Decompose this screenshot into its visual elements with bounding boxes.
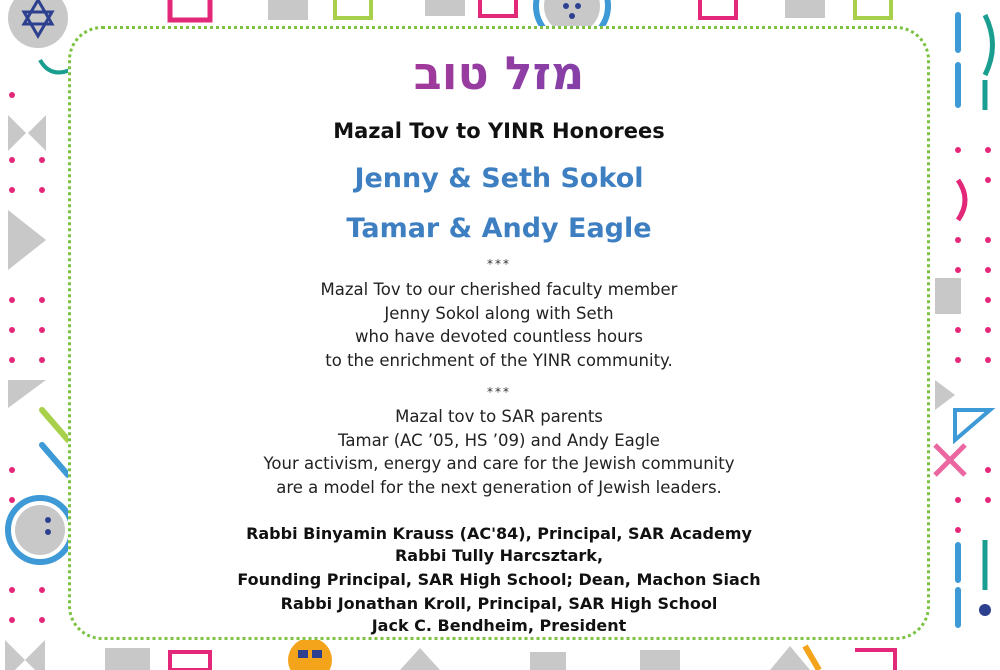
signatory-line: Founding Principal, SAR High School; Dean, Machon Siach xyxy=(237,570,761,589)
bottom-border-shapes xyxy=(105,638,895,670)
honoree-name: Tamar & Andy Eagle xyxy=(346,213,652,244)
paragraph-line: are a model for the next generation of Jewish leaders. xyxy=(276,477,722,497)
signatory-line: Rabbi Binyamin Krauss (AC'84), Principal, SAR Academy xyxy=(246,524,752,543)
message-paragraph-parents xyxy=(71,405,927,499)
hebrew-heading: מזל טוב xyxy=(71,43,927,103)
message-paragraph-faculty xyxy=(71,278,927,372)
paragraph-line: who have devoted countless hours xyxy=(355,327,643,346)
signatories-block xyxy=(71,523,927,637)
paragraph-line: Jenny Sokol along with Seth xyxy=(384,303,614,323)
paragraph-line: Mazal tov to SAR parents xyxy=(395,407,603,426)
dot-pattern-right xyxy=(955,147,991,533)
paragraph-line: Your activism, energy and care for the Jewish community xyxy=(263,454,735,473)
signatory-line: Rabbi Jonathan Kroll, Principal, SAR High School xyxy=(280,594,718,613)
announcement-title: Mazal Tov to YINR Honorees xyxy=(333,119,665,143)
separator-stars: *** xyxy=(487,257,511,271)
right-border-shapes xyxy=(935,15,993,625)
separator-stars: *** xyxy=(487,385,511,399)
paragraph-line: Mazal Tov to our cherished faculty member xyxy=(320,280,678,299)
announcement-card xyxy=(68,26,930,640)
paragraph-line: Tamar (AC ’05, HS ’09) and Andy Eagle xyxy=(338,430,660,450)
honoree-name: Jenny & Seth Sokol xyxy=(354,163,644,194)
paragraph-line: to the enrichment of the YINR community. xyxy=(325,350,673,370)
signatory-line: Rabbi Tully Harcsztark, xyxy=(394,546,604,565)
signatory-line: Jack C. Bendheim, President xyxy=(371,616,627,635)
left-border-shapes xyxy=(5,115,72,670)
